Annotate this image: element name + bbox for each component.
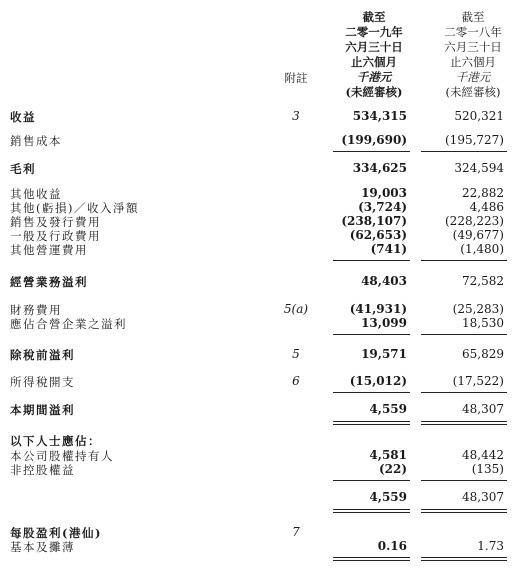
total-rule <box>421 512 507 513</box>
col2-header-period-end: 截至 <box>461 10 485 24</box>
col1-header-year: 二零一九年 <box>345 25 403 39</box>
total-rule <box>421 560 507 561</box>
row-label: 應佔合營企業之溢利 <box>10 317 127 331</box>
subtotal-rule <box>421 260 507 261</box>
col2-header-audit: (未經審核) <box>445 85 501 99</box>
row-label: 非控股權益 <box>10 463 75 477</box>
row-value-2019: 4,559 <box>369 490 407 504</box>
row-value-2019: (238,107) <box>341 214 407 228</box>
row-value-2018: 324,594 <box>454 161 504 175</box>
row-value-2018: (1,480) <box>460 242 504 256</box>
row-value-2018: 65,829 <box>462 347 504 361</box>
row-value-2019: (199,690) <box>341 133 407 147</box>
row-value-2018: 48,442 <box>462 448 504 462</box>
row-label: 收益 <box>10 110 36 124</box>
row-value-2019: 13,099 <box>361 316 407 330</box>
row-value-2019: (62,653) <box>349 228 407 242</box>
row-label: 所得稅開支 <box>10 375 75 389</box>
row-value-2019: (3,724) <box>358 200 407 214</box>
row-value-2018: 48,307 <box>462 402 504 416</box>
col1-header-audit: (未經審核) <box>345 85 403 99</box>
row-label: 除稅前溢利 <box>10 348 75 362</box>
row-value-2018: 18,530 <box>462 316 504 330</box>
subtotal-rule <box>421 480 507 481</box>
row-label: 經營業務溢利 <box>10 275 88 289</box>
total-rule <box>333 424 410 425</box>
row-value-2018: (25,283) <box>452 302 504 316</box>
note-column-header: 附註 <box>284 71 308 85</box>
row-label: 每股盈利(港仙) <box>10 526 102 540</box>
row-value-2019: (41,931) <box>349 302 407 316</box>
subtotal-rule <box>333 260 410 261</box>
row-value-2019: (741) <box>370 242 407 256</box>
col1-header-duration: 止六個月 <box>351 55 397 69</box>
total-rule <box>333 421 410 422</box>
row-note: 7 <box>292 525 300 539</box>
row-value-2019: 19,571 <box>361 347 407 361</box>
row-note: 5(a) <box>283 302 309 316</box>
row-value-2018: (49,677) <box>452 228 504 242</box>
total-rule <box>421 509 507 510</box>
total-rule <box>421 557 507 558</box>
row-value-2019: 4,581 <box>369 448 407 462</box>
row-value-2018: 22,882 <box>462 186 504 200</box>
row-value-2018: (17,522) <box>452 374 504 388</box>
row-value-2019: 534,315 <box>352 109 407 123</box>
row-note: 3 <box>292 109 300 123</box>
row-label: 其他(虧損)／收入淨額 <box>10 201 139 215</box>
row-label: 財務費用 <box>10 303 62 317</box>
col2-header-unit: 千港元 <box>455 70 491 84</box>
row-value-2018: (135) <box>471 462 504 476</box>
row-value-2018: 4,486 <box>469 200 504 214</box>
row-label: 一般及行政費用 <box>10 229 101 243</box>
subtotal-rule <box>421 334 507 335</box>
row-value-2019: 48,403 <box>361 274 407 288</box>
row-label: 銷售成本 <box>10 134 62 148</box>
total-rule <box>333 560 410 561</box>
row-value-2019: 4,559 <box>369 402 407 416</box>
row-label: 基本及攤薄 <box>10 540 75 554</box>
col1-header-period-end: 截至 <box>362 10 386 24</box>
row-label: 銷售及發行費用 <box>10 215 101 229</box>
row-value-2019: 0.16 <box>377 539 407 553</box>
subtotal-rule <box>421 151 507 152</box>
total-rule <box>421 421 507 422</box>
row-value-2018: 48,307 <box>462 490 504 504</box>
row-value-2019: 19,003 <box>361 186 407 200</box>
row-value-2018: 520,321 <box>454 109 504 123</box>
row-label: 以下人士應佔： <box>10 434 101 448</box>
col2-header-duration: 止六個月 <box>450 55 496 69</box>
row-value-2019: (22) <box>378 462 407 476</box>
row-value-2019: 334,625 <box>352 161 407 175</box>
subtotal-rule <box>333 334 410 335</box>
col1-header-unit: 千港元 <box>356 70 392 84</box>
total-rule <box>333 512 410 513</box>
row-value-2019: (15,012) <box>349 374 407 388</box>
row-note: 5 <box>292 347 300 361</box>
row-label: 本公司股權持有人 <box>10 449 114 463</box>
row-label: 本期間溢利 <box>10 403 75 417</box>
row-label: 其他收益 <box>10 187 62 201</box>
total-rule <box>333 509 410 510</box>
subtotal-rule <box>333 480 410 481</box>
row-value-2018: (195,727) <box>445 133 504 147</box>
col1-header-date: 六月三十日 <box>345 40 403 54</box>
row-value-2018: 72,582 <box>462 274 504 288</box>
total-rule <box>333 557 410 558</box>
row-label: 其他營運費用 <box>10 243 88 257</box>
subtotal-rule <box>333 392 410 393</box>
row-value-2018: 1.73 <box>477 539 504 553</box>
subtotal-rule <box>421 392 507 393</box>
row-note: 6 <box>292 374 300 388</box>
col2-header-date: 六月三十日 <box>444 40 502 54</box>
row-label: 毛利 <box>10 162 36 176</box>
row-value-2018: (228,223) <box>445 214 504 228</box>
total-rule <box>421 424 507 425</box>
subtotal-rule <box>333 151 410 152</box>
col2-header-year: 二零一八年 <box>444 25 502 39</box>
